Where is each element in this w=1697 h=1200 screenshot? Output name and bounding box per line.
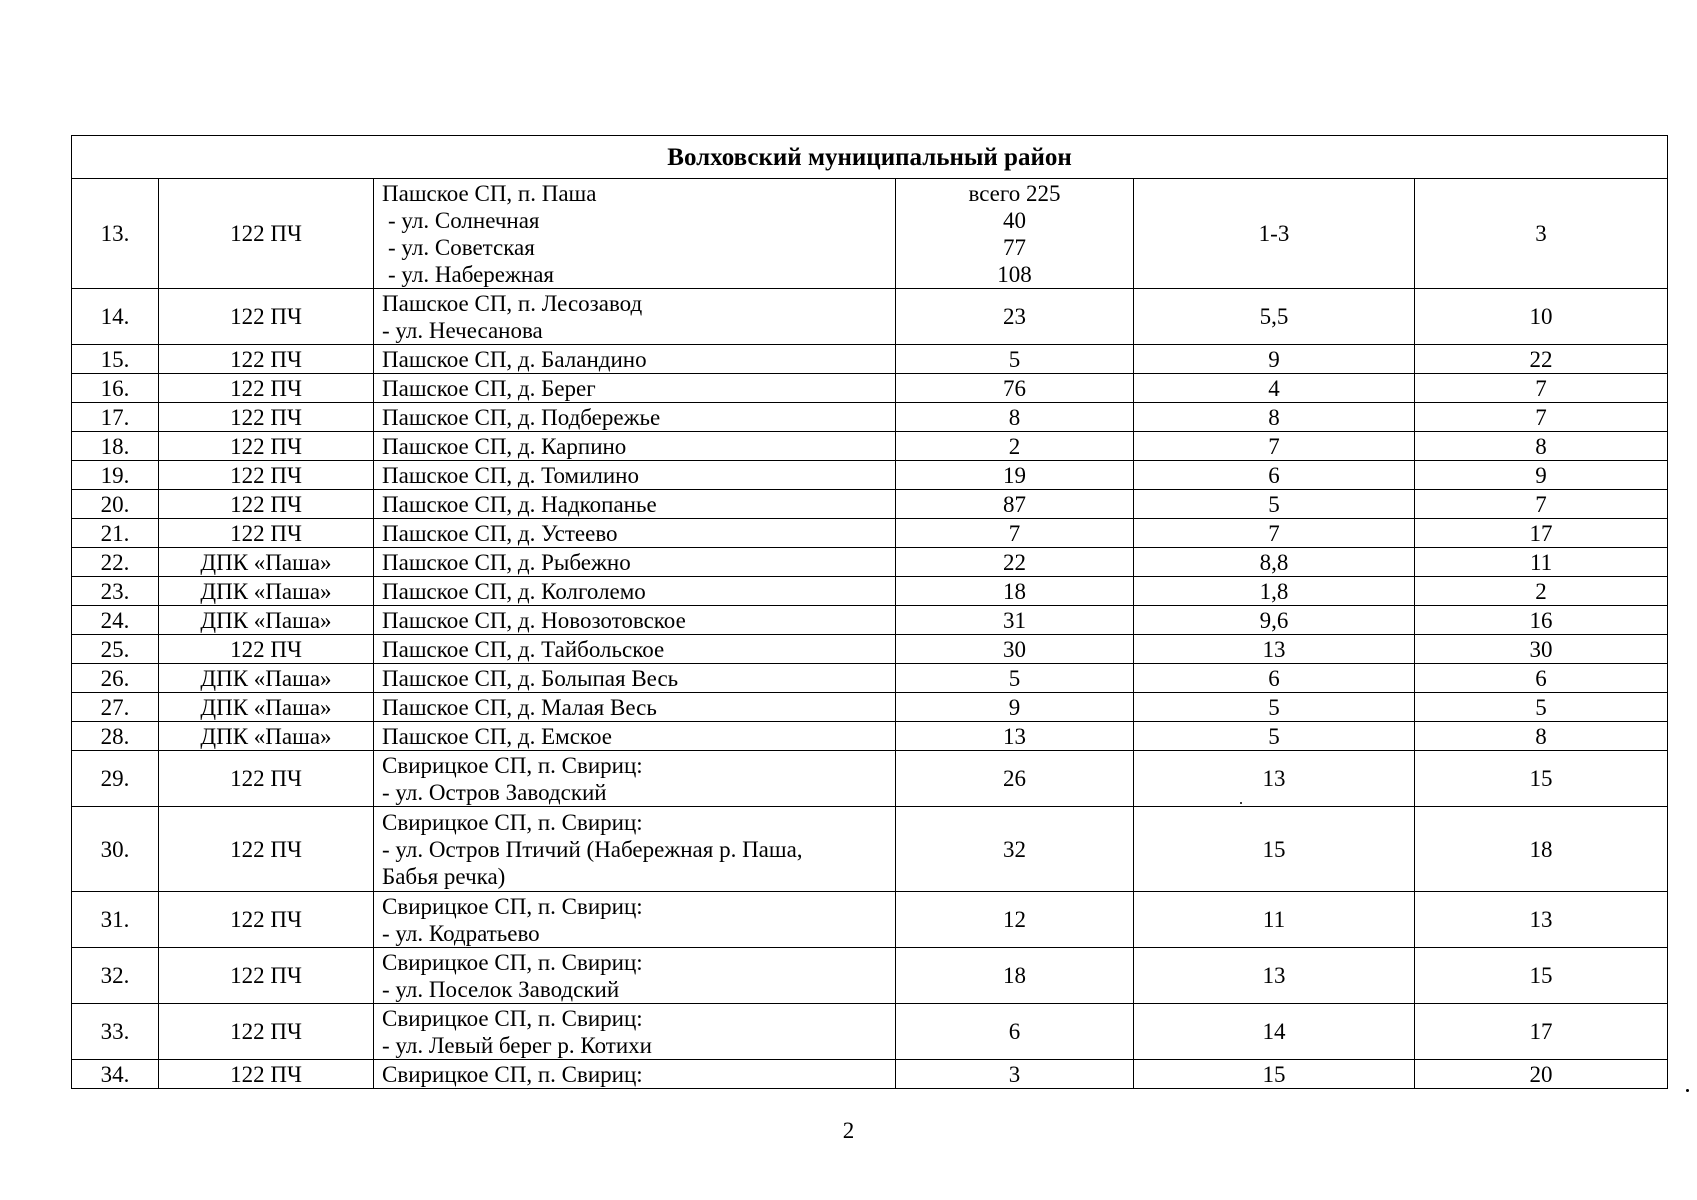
address-line: Пашское СП, д. Подбережье bbox=[382, 404, 661, 430]
distance-cell: 7 bbox=[1134, 519, 1415, 548]
count-cell bbox=[896, 374, 1134, 403]
settlement-address bbox=[374, 807, 896, 892]
address-line: Пашское СП, д. Колголемо bbox=[382, 578, 646, 604]
address-line: Пашское СП, д. Томилино bbox=[382, 462, 639, 488]
time-cell: 18 bbox=[1415, 807, 1668, 892]
address-line: Пашское СП, д. Надкопанье bbox=[382, 491, 657, 517]
settlement-address bbox=[374, 693, 896, 722]
row-number: 26. bbox=[72, 664, 159, 693]
fire-unit: 122 ПЧ bbox=[159, 289, 374, 345]
fire-unit: 122 ПЧ bbox=[159, 374, 374, 403]
address-line: - ул. Солнечная bbox=[388, 207, 540, 233]
settlement-address bbox=[374, 374, 896, 403]
row-number: 22. bbox=[72, 548, 159, 577]
settlement-address bbox=[374, 403, 896, 432]
fire-unit: ДПК «Паша» bbox=[159, 606, 374, 635]
count-cell bbox=[896, 1060, 1134, 1089]
count-cell bbox=[896, 807, 1134, 892]
count-line: 30 bbox=[1003, 636, 1026, 662]
table-row bbox=[72, 1004, 1668, 1060]
distance-cell: 9 bbox=[1134, 345, 1415, 374]
time-cell: 11 bbox=[1415, 548, 1668, 577]
row-number: 14. bbox=[72, 289, 159, 345]
time-cell: 15 bbox=[1415, 751, 1668, 807]
distance-cell: 1,8 bbox=[1134, 577, 1415, 606]
address-line: Пашское СП, д. Устеево bbox=[382, 520, 618, 546]
fire-unit: 122 ПЧ bbox=[159, 345, 374, 374]
distance-cell: 7 bbox=[1134, 432, 1415, 461]
count-line: 5 bbox=[1008, 665, 1021, 691]
row-number: 18. bbox=[72, 432, 159, 461]
count-cell bbox=[896, 722, 1134, 751]
fire-unit: 122 ПЧ bbox=[159, 490, 374, 519]
distance-cell: 14 bbox=[1134, 1004, 1415, 1060]
count-line: 3 bbox=[1008, 1061, 1021, 1087]
row-number: 30. bbox=[72, 807, 159, 892]
row-number: 20. bbox=[72, 490, 159, 519]
address-line: Свирицкое СП, п. Свириц: bbox=[382, 893, 643, 919]
address-line: - ул. Кодратьево bbox=[382, 920, 540, 946]
count-cell bbox=[896, 948, 1134, 1004]
scan-speck bbox=[1686, 1089, 1689, 1092]
time-cell: 7 bbox=[1415, 490, 1668, 519]
table-row bbox=[72, 345, 1668, 374]
fire-unit: 122 ПЧ bbox=[159, 519, 374, 548]
row-number: 32. bbox=[72, 948, 159, 1004]
table-row bbox=[72, 751, 1668, 807]
table-row bbox=[72, 289, 1668, 345]
settlement-address bbox=[374, 519, 896, 548]
row-number: 21. bbox=[72, 519, 159, 548]
count-cell bbox=[896, 403, 1134, 432]
fire-unit: ДПК «Паша» bbox=[159, 548, 374, 577]
count-line: 26 bbox=[1003, 766, 1026, 791]
row-number: 16. bbox=[72, 374, 159, 403]
settlement-address bbox=[374, 635, 896, 664]
count-line: 22 bbox=[1003, 549, 1026, 575]
count-line: 32 bbox=[1003, 836, 1026, 862]
count-line: 5 bbox=[1008, 346, 1021, 372]
time-cell: 6 bbox=[1415, 664, 1668, 693]
distance-cell: 13 bbox=[1134, 635, 1415, 664]
count-cell bbox=[896, 289, 1134, 345]
time-cell: 8 bbox=[1415, 432, 1668, 461]
address-line: Свирицкое СП, п. Свириц: bbox=[382, 752, 643, 778]
count-cell bbox=[896, 179, 1134, 289]
count-cell bbox=[896, 548, 1134, 577]
fire-unit: 122 ПЧ bbox=[159, 432, 374, 461]
section-header-row bbox=[72, 136, 1668, 179]
page-number: 2 bbox=[842, 1118, 855, 1143]
time-cell: 5 bbox=[1415, 693, 1668, 722]
time-cell: 13 bbox=[1415, 892, 1668, 948]
settlement-address bbox=[374, 892, 896, 948]
row-number: 28. bbox=[72, 722, 159, 751]
settlement-address bbox=[374, 432, 896, 461]
distance-cell: 11 bbox=[1134, 892, 1415, 948]
time-cell: 30 bbox=[1415, 635, 1668, 664]
count-line: 77 bbox=[1003, 234, 1026, 260]
document-table bbox=[71, 135, 1668, 1089]
distance-cell: 15 bbox=[1134, 1060, 1415, 1089]
count-line: 108 bbox=[997, 261, 1032, 287]
count-cell bbox=[896, 432, 1134, 461]
address-line: Бабья речка) bbox=[382, 863, 506, 889]
fire-unit: 122 ПЧ bbox=[159, 1060, 374, 1089]
distance-cell: 15 bbox=[1134, 807, 1415, 892]
table-row bbox=[72, 577, 1668, 606]
settlement-address bbox=[374, 1004, 896, 1060]
table-row bbox=[72, 179, 1668, 289]
time-cell: 7 bbox=[1415, 403, 1668, 432]
settlement-address bbox=[374, 606, 896, 635]
scan-speck bbox=[1240, 802, 1242, 804]
count-line: 18 bbox=[1003, 963, 1026, 988]
count-cell bbox=[896, 606, 1134, 635]
table-row bbox=[72, 548, 1668, 577]
address-line: Пашское СП, д. Новозотовское bbox=[382, 607, 686, 633]
count-cell bbox=[896, 693, 1134, 722]
table-row bbox=[72, 1060, 1668, 1089]
count-line: 6 bbox=[1008, 1019, 1021, 1044]
address-line: Пашское СП, п. Лесозавод bbox=[382, 290, 643, 316]
settlement-address bbox=[374, 461, 896, 490]
fire-unit: 122 ПЧ bbox=[159, 751, 374, 807]
table-row bbox=[72, 722, 1668, 751]
section-title: Волховский муниципальный район bbox=[72, 136, 1668, 179]
address-line: - ул. Левый берег р. Котихи bbox=[382, 1032, 652, 1058]
fire-unit: 122 ПЧ bbox=[159, 635, 374, 664]
settlement-address bbox=[374, 1060, 896, 1089]
fire-unit: 122 ПЧ bbox=[159, 179, 374, 289]
distance-cell: 5,5 bbox=[1134, 289, 1415, 345]
table-row bbox=[72, 606, 1668, 635]
table-row bbox=[72, 490, 1668, 519]
distance-cell: 5 bbox=[1134, 722, 1415, 751]
count-line: 31 bbox=[1003, 607, 1026, 633]
time-cell: 7 bbox=[1415, 374, 1668, 403]
fire-unit: 122 ПЧ bbox=[159, 1004, 374, 1060]
row-number: 19. bbox=[72, 461, 159, 490]
address-line: Пашское СП, д. Тайбольское bbox=[382, 636, 665, 662]
row-number: 24. bbox=[72, 606, 159, 635]
count-cell bbox=[896, 345, 1134, 374]
distance-cell: 5 bbox=[1134, 693, 1415, 722]
table-row bbox=[72, 432, 1668, 461]
count-line: 19 bbox=[1003, 462, 1026, 488]
time-cell: 8 bbox=[1415, 722, 1668, 751]
time-cell: 17 bbox=[1415, 519, 1668, 548]
time-cell: 10 bbox=[1415, 289, 1668, 345]
distance-cell: 13 bbox=[1134, 751, 1415, 807]
count-line: 18 bbox=[1003, 578, 1026, 604]
address-line: - ул. Нечесанова bbox=[382, 317, 543, 343]
settlement-address bbox=[374, 179, 896, 289]
row-number: 34. bbox=[72, 1060, 159, 1089]
address-line: Пашское СП, д. Баландино bbox=[382, 346, 647, 372]
settlement-address bbox=[374, 289, 896, 345]
row-number: 31. bbox=[72, 892, 159, 948]
table-row bbox=[72, 461, 1668, 490]
settlement-address bbox=[374, 548, 896, 577]
count-cell bbox=[896, 577, 1134, 606]
count-line: 76 bbox=[1003, 375, 1026, 401]
address-line: Свирицкое СП, п. Свириц: bbox=[382, 809, 643, 835]
fire-unit: ДПК «Паша» bbox=[159, 577, 374, 606]
fire-unit: 122 ПЧ bbox=[159, 892, 374, 948]
table-row bbox=[72, 664, 1668, 693]
row-number: 23. bbox=[72, 577, 159, 606]
table-row bbox=[72, 519, 1668, 548]
address-line: Пашское СП, д. Малая Весь bbox=[382, 694, 657, 720]
distance-cell: 8 bbox=[1134, 403, 1415, 432]
address-line: - ул. Остров Птичий (Набережная р. Паша, bbox=[382, 836, 803, 862]
fire-unit: 122 ПЧ bbox=[159, 461, 374, 490]
count-line: 9 bbox=[1008, 694, 1021, 720]
count-cell bbox=[896, 892, 1134, 948]
time-cell: 2 bbox=[1415, 577, 1668, 606]
distance-cell: 6 bbox=[1134, 461, 1415, 490]
table-row bbox=[72, 403, 1668, 432]
fire-unit: 122 ПЧ bbox=[159, 948, 374, 1004]
address-line: - ул. Набережная bbox=[388, 261, 554, 287]
distance-cell: 6 bbox=[1134, 664, 1415, 693]
time-cell: 17 bbox=[1415, 1004, 1668, 1060]
table-row bbox=[72, 807, 1668, 892]
row-number: 17. bbox=[72, 403, 159, 432]
count-cell bbox=[896, 664, 1134, 693]
count-line: 87 bbox=[1003, 491, 1026, 517]
settlement-address bbox=[374, 664, 896, 693]
table-body bbox=[72, 136, 1668, 1089]
address-line: Пашское СП, д. Рыбежно bbox=[382, 549, 631, 575]
address-line: Свирицкое СП, п. Свириц: bbox=[382, 949, 643, 975]
address-line: - ул. Поселок Заводский bbox=[382, 976, 620, 1002]
distance-cell: 1-3 bbox=[1134, 179, 1415, 289]
time-cell: 15 bbox=[1415, 948, 1668, 1004]
count-line: 40 bbox=[1003, 207, 1026, 233]
settlement-address bbox=[374, 948, 896, 1004]
address-line: Пашское СП, д. Болыпая Весь bbox=[382, 665, 679, 691]
time-cell: 20 bbox=[1415, 1060, 1668, 1089]
count-line: 12 bbox=[1003, 907, 1026, 932]
address-line: - ул. Советская bbox=[388, 234, 535, 260]
address-line: Пашское СП, д. Берег bbox=[382, 375, 596, 401]
time-cell: 9 bbox=[1415, 461, 1668, 490]
count-line: 8 bbox=[1008, 404, 1021, 430]
count-cell bbox=[896, 490, 1134, 519]
count-line: 13 bbox=[1003, 723, 1026, 749]
fire-unit: ДПК «Паша» bbox=[159, 722, 374, 751]
count-cell bbox=[896, 1004, 1134, 1060]
distance-cell: 13 bbox=[1134, 948, 1415, 1004]
time-cell: 16 bbox=[1415, 606, 1668, 635]
count-cell bbox=[896, 751, 1134, 807]
distance-cell: 8,8 bbox=[1134, 548, 1415, 577]
count-line: всего 225 bbox=[968, 180, 1061, 206]
fire-unit: ДПК «Паша» bbox=[159, 664, 374, 693]
settlement-address bbox=[374, 490, 896, 519]
row-number: 29. bbox=[72, 751, 159, 807]
time-cell: 22 bbox=[1415, 345, 1668, 374]
fire-unit: 122 ПЧ bbox=[159, 807, 374, 892]
address-line: - ул. Остров Заводский bbox=[382, 779, 607, 805]
distance-cell: 5 bbox=[1134, 490, 1415, 519]
distance-cell: 4 bbox=[1134, 374, 1415, 403]
address-line: Пашское СП, п. Паша bbox=[382, 180, 597, 206]
settlement-address bbox=[374, 345, 896, 374]
table-row bbox=[72, 948, 1668, 1004]
count-cell bbox=[896, 635, 1134, 664]
count-line: 2 bbox=[1008, 433, 1021, 459]
address-line: Свирицкое СП, п. Свириц: bbox=[382, 1005, 643, 1031]
address-line: Пашское СП, д. Емское bbox=[382, 723, 612, 749]
settlement-address bbox=[374, 722, 896, 751]
row-number: 13. bbox=[72, 179, 159, 289]
count-line: 23 bbox=[1003, 304, 1026, 329]
row-number: 27. bbox=[72, 693, 159, 722]
count-cell bbox=[896, 519, 1134, 548]
distance-cell: 9,6 bbox=[1134, 606, 1415, 635]
row-number: 15. bbox=[72, 345, 159, 374]
count-line: 7 bbox=[1008, 520, 1021, 546]
table-row bbox=[72, 892, 1668, 948]
table-row bbox=[72, 635, 1668, 664]
count-cell bbox=[896, 461, 1134, 490]
fire-unit: 122 ПЧ bbox=[159, 403, 374, 432]
table-row bbox=[72, 374, 1668, 403]
fire-unit: ДПК «Паша» bbox=[159, 693, 374, 722]
address-line: Свирицкое СП, п. Свириц: bbox=[382, 1061, 643, 1087]
row-number: 25. bbox=[72, 635, 159, 664]
settlement-address bbox=[374, 751, 896, 807]
row-number: 33. bbox=[72, 1004, 159, 1060]
address-line: Пашское СП, д. Карпино bbox=[382, 433, 627, 459]
table-row bbox=[72, 693, 1668, 722]
settlement-address bbox=[374, 577, 896, 606]
time-cell: 3 bbox=[1415, 179, 1668, 289]
